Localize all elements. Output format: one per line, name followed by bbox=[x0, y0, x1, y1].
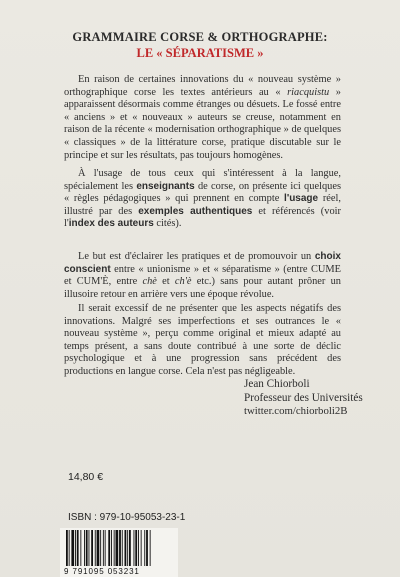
barcode-bar bbox=[69, 530, 70, 566]
barcode-bar bbox=[122, 530, 123, 566]
p2-text-e: réel, illustré par des bbox=[64, 193, 341, 217]
barcode-bar bbox=[127, 530, 128, 566]
barcode-bar bbox=[100, 530, 101, 566]
barcode-bar bbox=[89, 530, 90, 566]
p2-text-c: de corse, on présente ici quelques « règles pédagogiques » qui prennent en compte bbox=[64, 180, 341, 205]
barcode-bar bbox=[80, 530, 81, 566]
barcode-bar bbox=[116, 530, 119, 566]
p2-bold-exemples: exemples authentiques bbox=[138, 205, 253, 217]
author-signature bbox=[244, 378, 363, 419]
barcode-bar bbox=[86, 530, 88, 566]
barcode-bar bbox=[119, 530, 121, 566]
p3-italic-che: chè bbox=[142, 276, 157, 288]
barcode-bar bbox=[95, 530, 96, 566]
barcode-bar bbox=[134, 530, 135, 566]
book-title: GRAMMAIRE CORSE & ORTHOGRAPHE: bbox=[72, 30, 328, 44]
p3-text-a: Le but est d'éclairer les pratiques et de promouvoir un bbox=[78, 251, 315, 262]
barcode-bar bbox=[77, 530, 79, 566]
p2-text-g: et référencés (voir l' bbox=[64, 205, 341, 230]
barcode-bar bbox=[129, 530, 131, 566]
barcode-bar bbox=[71, 530, 74, 566]
barcode-bar bbox=[97, 530, 100, 566]
p2-bold-index: index des auteurs bbox=[68, 218, 154, 230]
barcode-bar bbox=[146, 530, 148, 566]
barcode-bar bbox=[103, 530, 104, 566]
barcode-digits: 9 791095 053231 bbox=[64, 567, 140, 576]
barcode-bar bbox=[91, 530, 93, 566]
barcode-bar bbox=[138, 530, 139, 566]
barcode-bar bbox=[84, 530, 85, 566]
paragraph-4 bbox=[64, 303, 341, 379]
barcode-bar bbox=[150, 530, 151, 566]
barcode-bar bbox=[125, 530, 127, 566]
barcode-bar bbox=[66, 530, 68, 566]
p3-italic-ch-e: ch'è bbox=[174, 276, 192, 288]
p2-text-i: cités). bbox=[153, 218, 182, 230]
barcode-bar bbox=[144, 530, 145, 566]
p2-bold-usage: l'usage bbox=[284, 193, 319, 205]
p2-bold-enseignants: enseignants bbox=[136, 180, 195, 192]
isbn-label: ISBN : 979-10-95053-23-1 bbox=[68, 512, 186, 523]
p3-text-g: etc.) sans pour autant prôner un illusoire retour en arrière vers une époque révolue. bbox=[64, 276, 341, 300]
paragraph-4-text: Il serait excessif de ne présenter que les aspects négatifs des innovations. Malgré ses imperfections et ses outrances le « nouveau système », perçu comme original et mieux adapté au temps présent, a sans doute contribué à une sorte de déclic psychologique et à une progression sans précédent des productions en langue corse. Cela n'est pas négligeable. bbox=[64, 303, 341, 377]
author-role: Professeur des Universités bbox=[244, 391, 363, 404]
paragraph-1-text: En raison de certaines innovations du « nouveau système » orthographique corse les textes antérieurs au « riacquistu » apparaissent désormais comme étranges ou désuets. Le fossé entre « anciens » et « nouveaux » auteurs se creuse, notamment en raison de la récente « modernisation orthographique » de quelques « classiques » de la littérature corse, pratique discutable sur le principe et sur les résultats, pas toujours homogènes. bbox=[64, 74, 341, 161]
barcode-bar bbox=[111, 530, 112, 566]
p3-text-c: entre « unionisme » et « séparatisme » (entre CUME et CUM'È, entre bbox=[64, 263, 341, 288]
paragraph-1 bbox=[64, 74, 341, 162]
p3-text-e: et bbox=[156, 276, 175, 288]
barcode-bars bbox=[60, 528, 178, 566]
price-label: 14,80 € bbox=[68, 471, 104, 483]
barcode-bar bbox=[135, 530, 137, 566]
p1-italic-riacquistu: riacquistu bbox=[287, 86, 330, 98]
barcode-bar bbox=[108, 530, 110, 566]
author-twitter: twitter.com/chiorboli2B bbox=[244, 405, 348, 417]
barcode-bar bbox=[141, 530, 142, 566]
book-subtitle: LE « SÉPARATISME » bbox=[136, 46, 264, 60]
barcode-bar bbox=[75, 530, 76, 566]
p3-bold-choix: choix conscient bbox=[64, 251, 341, 275]
paragraph-3 bbox=[64, 251, 341, 301]
paragraph-2 bbox=[64, 168, 341, 231]
barcode bbox=[60, 528, 178, 577]
barcode-bar bbox=[114, 530, 115, 566]
author-name: Jean Chiorboli bbox=[244, 378, 310, 390]
p2-text-a: À l'usage de tous ceux qui s'intéressent à la langue, spécialement les bbox=[64, 168, 341, 192]
barcode-bar bbox=[105, 530, 106, 566]
